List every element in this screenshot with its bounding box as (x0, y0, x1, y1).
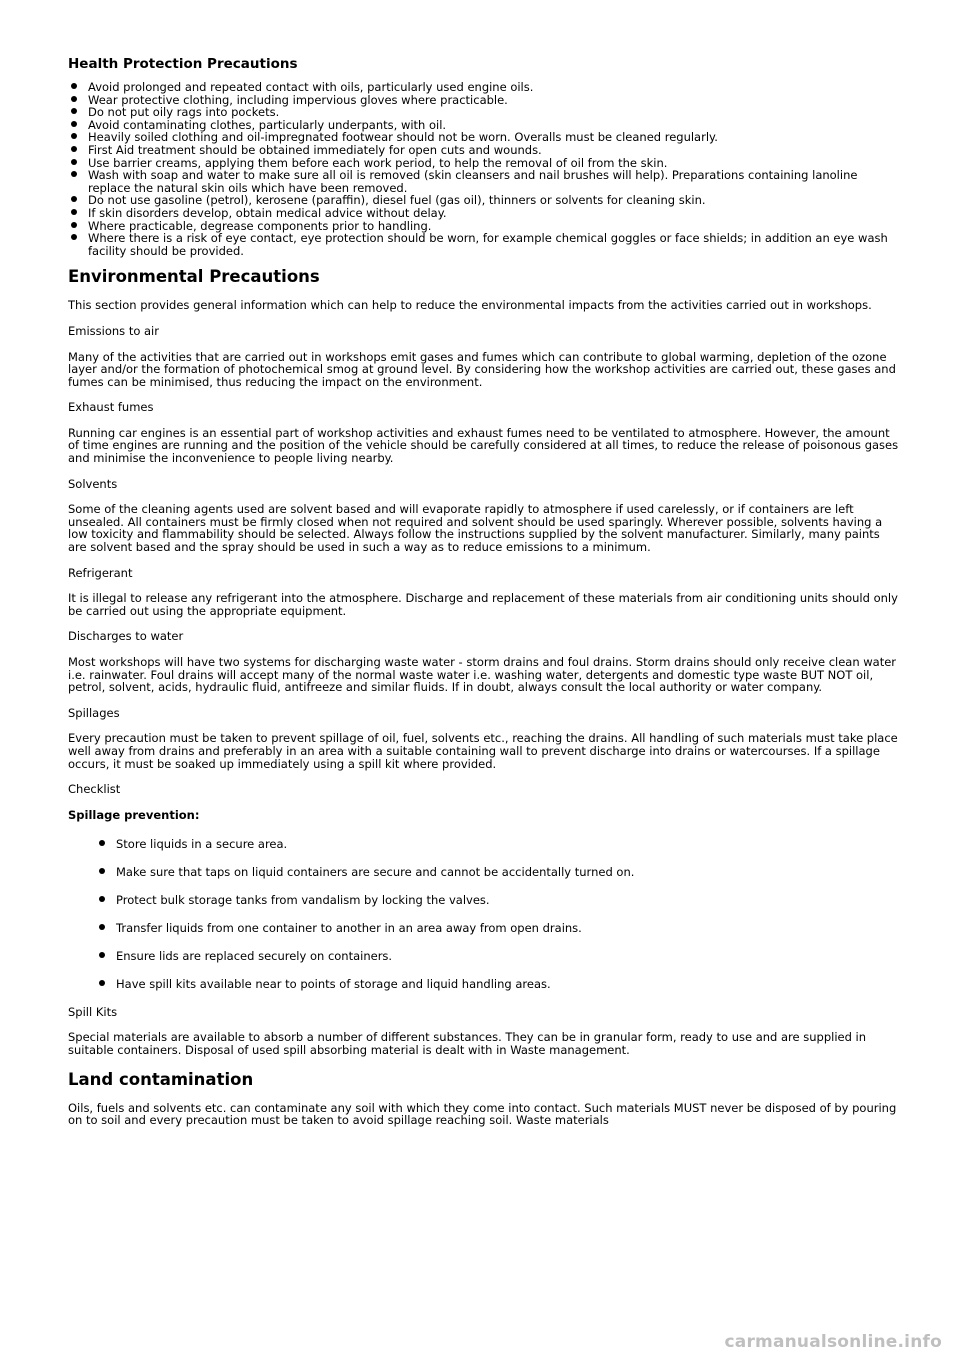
land-text: Oils, fuels and solvents etc. can contaminate any soil with which they come into contact. Such materials MUST never be disposed of by pouring on to soil and every precaution must be taken to avoid spillage reaching soil. Waste materials (68, 1100, 897, 1128)
list-item: Transfer liquids from one container to another in an area away from open drains. (116, 922, 900, 935)
environmental-intro: This section provides general information which can help to reduce the environmental impacts from the activities carried out in workshops. (68, 298, 872, 313)
emissions-title: Emissions to air (68, 323, 159, 338)
list-item: Avoid prolonged and repeated contact with oils, particularly used engine oils. (88, 81, 900, 94)
spillages-text: Every precaution must be taken to prevent spillage of oil, fuel, solvents etc., reaching the drains. All handling of such materials must take place well away from drains and preferably in an area with a suitable containing wall to prevent discharge into drains or watercourses. If a spillage occurs, it must be soaked up immediately using a spill kit where provided. (68, 731, 898, 771)
refrigerant-title: Refrigerant (68, 565, 133, 580)
health-list (68, 81, 900, 257)
list-item: Protect bulk storage tanks from vandalism by locking the valves. (116, 894, 900, 907)
spillage-prevention-title: Spillage prevention: (68, 807, 200, 822)
spillages-title: Spillages (68, 705, 120, 720)
exhaust-text: Running car engines is an essential part of workshop activities and exhaust fumes need to be ventilated to atmosphere. However, the amount of time engines are running and the position of the vehicle should be carefully considered at all times, to reduce the release of poisonous gases and minimise the inconvenience to people living nearby. (68, 425, 899, 466)
list-item: Heavily soiled clothing and oil-impregnated footwear should not be worn. Overalls must be cleaned regularly. (88, 131, 900, 144)
discharges-title: Discharges to water (68, 629, 184, 644)
checklist-title: Checklist (68, 782, 121, 797)
solvents-text: Some of the cleaning agents used are solvent based and will evaporate rapidly to atmosphere if used carelessly, or if containers are left unsealed. All containers must be firmly closed when not required and solvent should be used sparingly. Wherever possible, solvents having a low toxicity and flammability should be selected. Always follow the instructions supplied by the solvent manufacturer. Similarly, many paints are solvent based and the spray should be used in such a way as to reduce emissions to a minimum. (68, 502, 883, 555)
list-item: Wear protective clothing, including impervious gloves where practicable. (88, 94, 900, 107)
discharges-text: Most workshops will have two systems for discharging waste water - storm drains and foul drains. Storm drains should only receive clean water i.e. rainwater. Foul drains will accept many of the normal waste water i.e. washing water, detergents and domestic type waste BUT NOT oil, petrol, solvent, acids, hydraulic fluid, antifreeze and similar fluids. If in doubt, always consult the local authority or water company. (68, 655, 897, 695)
list-item: Where practicable, degrease components prior to handling. (88, 220, 900, 233)
solvents-title: Solvents (68, 476, 118, 491)
refrigerant-text: It is illegal to release any refrigerant into the atmosphere. Discharge and replacement of these materials from air conditioning units should only be carried out using the appropriate equipment. (68, 591, 898, 618)
emissions-text: Many of the activities that are carried out in workshops emit gases and fumes which can contribute to global warming, depletion of the ozone layer and/or the formation of photochemical smog at ground level. By considering how the workshop activities are carried out, these gases and fumes can be minimised, thus reducing the impact on the environment. (68, 349, 896, 389)
exhaust-title: Exhaust fumes (68, 400, 154, 415)
land-heading: Land contamination (68, 1069, 254, 1089)
spillage-prevention-list (68, 838, 900, 991)
list-item: Have spill kits available near to points of storage and liquid handling areas. (116, 978, 900, 991)
list-item: Do not put oily rags into pockets. (88, 106, 900, 119)
list-item: First Aid treatment should be obtained immediately for open cuts and wounds. (88, 144, 900, 157)
spill-kits-title: Spill Kits (68, 1004, 118, 1019)
health-heading: Health Protection Precautions (68, 56, 298, 72)
list-item: Wash with soap and water to make sure all oil is removed (skin cleansers and nail brushes will help). Preparations containing lanoline replace the natural skin oils which have been removed. (88, 169, 900, 194)
environmental-heading: Environmental Precautions (68, 267, 320, 287)
list-item: Use barrier creams, applying them before each work period, to help the removal of oil from the skin. (88, 157, 900, 170)
list-item: Where there is a risk of eye contact, eye protection should be worn, for example chemical goggles or face shields; in addition an eye wash facility should be provided. (88, 232, 900, 257)
watermark: carmanualsonline.info (724, 1332, 942, 1352)
list-item: Make sure that taps on liquid containers are secure and cannot be accidentally turned on. (116, 866, 900, 879)
spill-kits-text: Special materials are available to absorb a number of different substances. They can be in granular form, ready to use and are supplied in suitable containers. Disposal of used spill absorbing material is dealt with in Waste management. (68, 1030, 867, 1057)
list-item: Do not use gasoline (petrol), kerosene (paraffin), diesel fuel (gas oil), thinners or solvents for cleaning skin. (88, 194, 900, 207)
list-item: If skin disorders develop, obtain medical advice without delay. (88, 207, 900, 220)
list-item: Ensure lids are replaced securely on containers. (116, 950, 900, 963)
list-item: Store liquids in a secure area. (116, 838, 900, 851)
list-item: Avoid contaminating clothes, particularly underpants, with oil. (88, 119, 900, 132)
document-page (68, 56, 900, 1140)
